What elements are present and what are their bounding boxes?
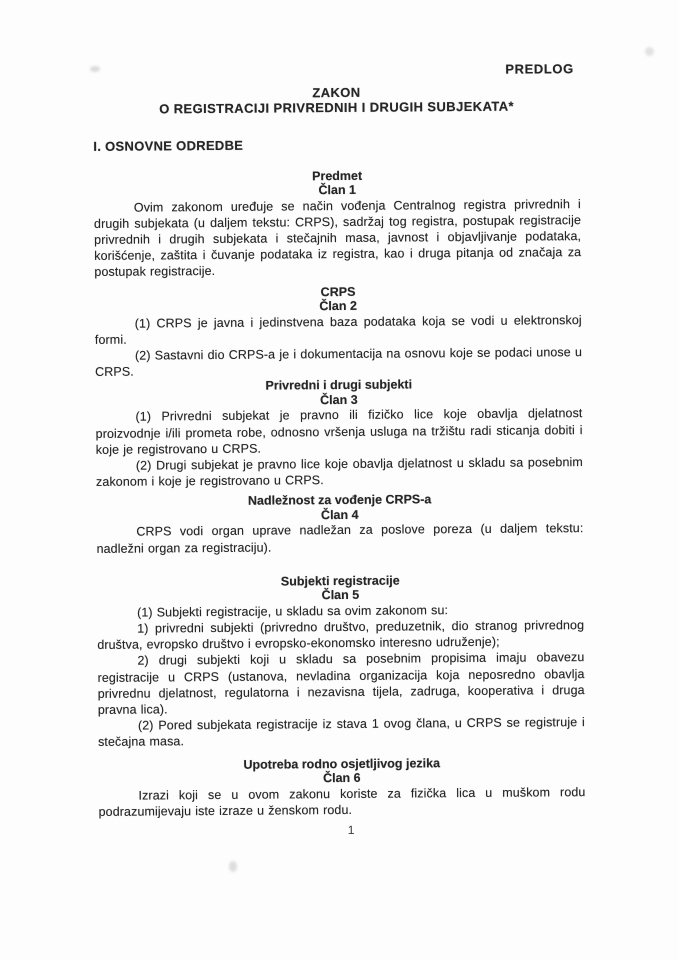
article-6-paragraph: Izrazi koji se u ovom zakonu koriste za fizička lica u muškom rodu podrazumijevaju iste izraze u ženskom rodu.: [98, 784, 586, 819]
article-4-number: Član 4: [320, 507, 359, 522]
article-6-heading: Upotreba rodno osjetljivog jezika: [243, 755, 441, 772]
article-1-number: Član 1: [318, 182, 357, 198]
title-block: [93, 84, 580, 117]
law-title: ZAKON: [312, 84, 361, 101]
section-heading: I. OSNOVNE ODREDBE: [93, 137, 244, 154]
document-label-predlog: PREDLOG: [505, 61, 574, 77]
article-3-paragraph: (1) Privredni subjekat je pravno ili fizičko lice koje obavlja djelatnost proizvodnje i/ili prometa robe, odnosno vršenja usluga na tržištu radi sticanja dobiti i koje je registrovano u CRPS.: [95, 406, 583, 457]
article-5-number: Član 5: [321, 588, 360, 603]
article-1: [94, 167, 582, 281]
article-5-paragraph: 2) drugi subjekti koji u skladu sa posebnim propisima imaju obavezu registracije u CRPS (ustanova, nevladina organizacija koja neposredno obavlja privrednu djelatnost, regulatorna i nezavisna tijela, zadruga, kooperativa i druga pravna lica).: [97, 650, 585, 717]
article-2-heading: CRPS: [320, 284, 356, 299]
page-number: 1: [347, 822, 355, 837]
article-5-paragraph: (2) Pored subjekata registracije iz stava 1 ovog člana, u CRPS se registruje i stečajna masa.: [97, 715, 585, 750]
law-subtitle: O REGISTRACIJI PRIVREDNIH I DRUGIH SUBJEKATA*: [159, 98, 515, 116]
article-5-paragraph: 1) privredni subjekti (privredno društvo, preduzetnik, dio stranog privrednog društva, evropsko društvo i evropsko-ekonomsko interesno udruženje);: [97, 618, 585, 653]
article-5: [97, 572, 585, 751]
article-4: [96, 491, 583, 556]
article-4-paragraph: CRPS vodi organ uprave nadležan za poslove poreza (u daljem tekstu: nadležni organ za registraciju).: [96, 521, 584, 556]
article-3: [95, 376, 583, 490]
article-5-heading: Subjekti registracije: [280, 573, 400, 589]
document-content: [92, 0, 585, 820]
article-3-heading: Privredni i drugi subjekti: [265, 377, 413, 393]
article-3-number: Član 3: [320, 392, 358, 407]
article-3-paragraph: (2) Drugi subjekat je pravno lice koje obavlja djelatnost u skladu sa posebnim zakonom i koje je registrovano u CRPS.: [95, 455, 583, 490]
article-2-paragraph: (1) CRPS je javna i jedinstvena baza podataka koja se vodi u elektronskoj formi.: [94, 312, 582, 347]
article-6-number: Član 6: [323, 770, 361, 786]
article-5-paragraph: (1) Subjekti registracije, u skladu sa ovim zakonom su:: [136, 602, 449, 620]
article-6: [98, 755, 585, 820]
article-1-heading: Predmet: [312, 168, 363, 183]
article-2-paragraph: (2) Sastavni dio CRPS-a je i dokumentacija na osnovu koje se podaci unose u CRPS.: [95, 345, 583, 380]
article-2-number: Član 2: [319, 298, 357, 314]
article-1-paragraph: Ovim zakonom uređuje se način vođenja Centralnog registra privrednih i drugih subjekata (u daljem tekstu: CRPS), sadržaj tog registra, postupak registracije privrednih i drugih subjekata i stečajnih masa, javnost i objavljivanje podataka, korišćenje, zaštita i čuvanje podataka iz registra, kao i druga pitanja od značaja za postupak registracije.: [93, 196, 582, 280]
article-4-heading: Nadležnost za vođenje CRPS-a: [247, 492, 432, 509]
article-2: [94, 283, 582, 381]
